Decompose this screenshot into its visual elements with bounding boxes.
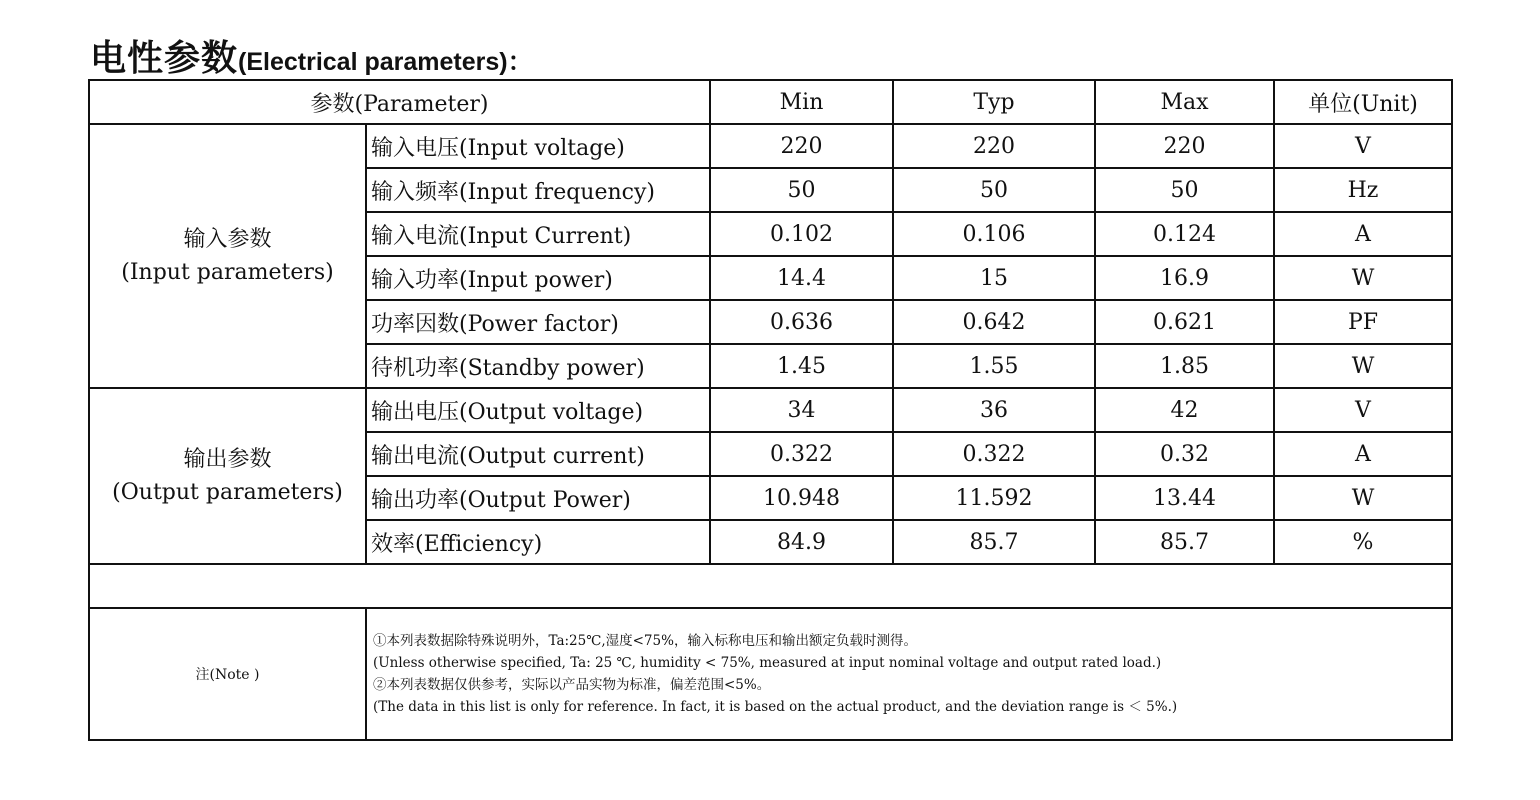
param-unit: A [1274, 432, 1452, 476]
param-name: 功率因数(Power factor) [366, 300, 710, 344]
param-typ: 36 [893, 388, 1095, 432]
param-unit: W [1274, 476, 1452, 520]
param-max: 0.124 [1095, 212, 1274, 256]
param-unit: W [1274, 344, 1452, 388]
param-name: 输入电流(Input Current) [366, 212, 710, 256]
param-min: 0.102 [710, 212, 893, 256]
param-typ: 1.55 [893, 344, 1095, 388]
header-unit: 单位(Unit) [1274, 80, 1452, 124]
param-max: 0.621 [1095, 300, 1274, 344]
param-min: 50 [710, 168, 893, 212]
param-name: 效率(Efficiency) [366, 520, 710, 564]
note-line: (The data in this list is only for reference. In fact, it is based on the actual product, and the deviation range is ＜ 5%.) [373, 699, 1178, 715]
param-max: 42 [1095, 388, 1274, 432]
header-typ: Typ [893, 80, 1095, 124]
param-name: 输出电压(Output voltage) [366, 388, 710, 432]
param-typ: 0.106 [893, 212, 1095, 256]
param-min: 14.4 [710, 256, 893, 300]
group-output-en: (Output parameters) [112, 480, 343, 505]
header-min: Min [710, 80, 893, 124]
param-name: 输入频率(Input frequency) [366, 168, 710, 212]
param-typ: 11.592 [893, 476, 1095, 520]
param-max: 85.7 [1095, 520, 1274, 564]
note-line: ①本列表数据除特殊说明外，Ta:25℃,湿度<75%，输入标称电压和输出额定负载时测得。 [373, 633, 917, 649]
param-unit: W [1274, 256, 1452, 300]
param-name: 输出电流(Output current) [366, 432, 710, 476]
page-title [90, 30, 533, 79]
param-unit: % [1274, 520, 1452, 564]
page-title-cn: 电性参数 [90, 38, 239, 79]
param-min: 0.636 [710, 300, 893, 344]
param-max: 0.32 [1095, 432, 1274, 476]
param-min: 34 [710, 388, 893, 432]
param-min: 0.322 [710, 432, 893, 476]
param-max: 13.44 [1095, 476, 1274, 520]
table-row [89, 124, 1452, 168]
group-input-parameters [89, 124, 366, 388]
note-line: ②本列表数据仅供参考，实际以产品实物为标准，偏差范围<5%。 [373, 677, 771, 693]
note-line: (Unless otherwise specified, Ta: 25 ℃, humidity < 75%, measured at input nominal voltage and output rated load.) [373, 655, 1162, 671]
header-parameter: 参数(Parameter) [89, 80, 710, 124]
param-max: 50 [1095, 168, 1274, 212]
note-row [89, 608, 1452, 740]
group-input-en: (Input parameters) [121, 260, 334, 285]
param-max: 220 [1095, 124, 1274, 168]
param-min: 84.9 [710, 520, 893, 564]
param-max: 16.9 [1095, 256, 1274, 300]
param-max: 1.85 [1095, 344, 1274, 388]
note-content [366, 608, 1452, 740]
param-min: 10.948 [710, 476, 893, 520]
param-min: 220 [710, 124, 893, 168]
table-row [89, 388, 1452, 432]
header-max: Max [1095, 80, 1274, 124]
param-typ: 85.7 [893, 520, 1095, 564]
group-output-cn: 输出参数 [183, 447, 272, 472]
param-typ: 15 [893, 256, 1095, 300]
param-name: 输入功率(Input power) [366, 256, 710, 300]
page-title-colon: ： [507, 48, 533, 76]
param-typ: 50 [893, 168, 1095, 212]
param-name: 输出功率(Output Power) [366, 476, 710, 520]
param-typ: 0.642 [893, 300, 1095, 344]
electrical-parameters-table [88, 79, 1453, 741]
page-title-en: (Electrical parameters) [238, 48, 508, 76]
param-typ: 220 [893, 124, 1095, 168]
param-name: 待机功率(Standby power) [366, 344, 710, 388]
param-name: 输入电压(Input voltage) [366, 124, 710, 168]
note-label: 注(Note ) [89, 608, 366, 740]
group-input-cn: 输入参数 [183, 227, 272, 252]
param-min: 1.45 [710, 344, 893, 388]
group-output-parameters [89, 388, 366, 564]
param-unit: PF [1274, 300, 1452, 344]
param-unit: Hz [1274, 168, 1452, 212]
param-typ: 0.322 [893, 432, 1095, 476]
param-unit: A [1274, 212, 1452, 256]
blank-row [89, 564, 1452, 608]
param-unit: V [1274, 124, 1452, 168]
table-header-row [89, 80, 1452, 124]
param-unit: V [1274, 388, 1452, 432]
blank-cell [89, 564, 1452, 608]
